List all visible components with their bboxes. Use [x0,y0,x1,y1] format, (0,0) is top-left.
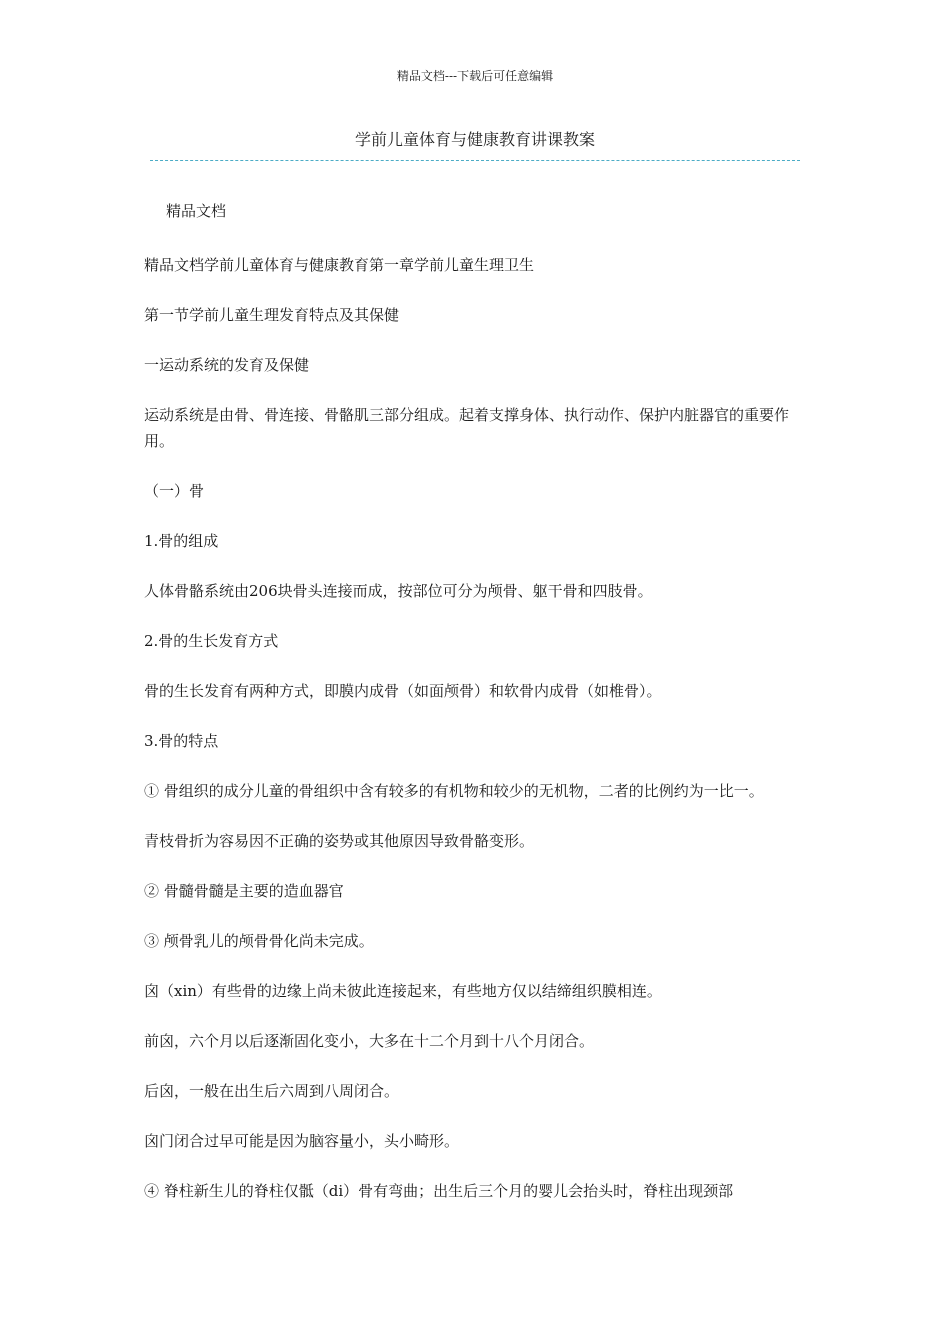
title-divider [150,160,800,161]
paragraph: 囟（xin）有些骨的边缘上尚未彼此连接起来，有些地方仅以结缔组织膜相连。 [144,982,662,1000]
document-body [144,198,808,1204]
document-title: 学前儿童体育与健康教育讲课教案 [354,130,595,149]
paragraph: 人体骨骼系统由206块骨头连接而成，按部位可分为颅骨、躯干骨和四肢骨。 [144,582,653,600]
item-heading: 3.骨的特点 [144,732,219,750]
item-heading: 1.骨的组成 [144,532,219,550]
paragraph: 囟门闭合过早可能是因为脑容量小，头小畸形。 [144,1132,460,1150]
paragraph: 骨的生长发育有两种方式，即膜内成骨（如面颅骨）和软骨内成骨（如椎骨）。 [144,682,662,700]
paragraph: ③ 颅骨乳儿的颅骨骨化尚未完成。 [144,932,374,950]
paragraph: ④ 脊柱新生儿的脊柱仅骶（di）骨有弯曲；出生后三个月的婴儿会抬头时，脊柱出现颈部 [144,1182,734,1200]
paragraph: 青枝骨折为容易因不正确的姿势或其他原因导致骨骼变形。 [144,832,535,850]
subsection-heading: 一运动系统的发育及保健 [144,356,310,374]
paragraph: 后囟，一般在出生后六周到八周闭合。 [144,1082,400,1100]
paragraph: 前囟，六个月以后逐渐固化变小，大多在十二个月到十八个月闭合。 [144,1032,595,1050]
header-note: 精品文档---下载后可任意编辑 [396,69,554,83]
item-heading: 2.骨的生长发育方式 [144,632,279,650]
paragraph: 精品文档 [166,202,227,220]
subsection-heading: （一）骨 [144,482,205,500]
paragraph: ① 骨组织的成分儿童的骨组织中含有较多的有机物和较少的无机物，二者的比例约为一比一。 [144,782,764,800]
paragraph: ② 骨髓骨髓是主要的造血器官 [144,882,344,900]
paragraph: 精品文档学前儿童体育与健康教育第一章学前儿童生理卫生 [144,256,535,274]
paragraph: 运动系统是由骨、骨连接、骨骼肌三部分组成。起着支撑身体、执行动作、保护内脏器官的重要作用。 [144,406,790,450]
section-heading: 第一节学前儿童生理发育特点及其保健 [144,306,400,324]
